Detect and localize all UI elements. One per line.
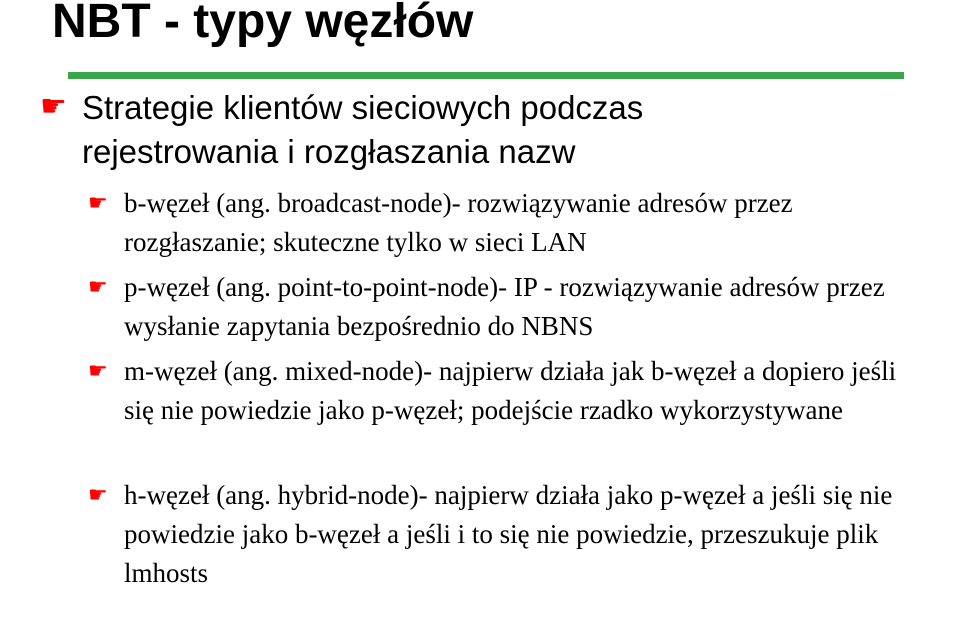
- sub-bullet-text: p-węzeł (ang. point-to-point-node)- IP - rozwiązywanie adresów przez wysłanie zapytania bezpośrednio do NBNS: [124, 272, 885, 341]
- pointing-hand-icon: ☛: [88, 359, 108, 384]
- sub-bullet-p-node: [88, 268, 908, 346]
- pointing-hand-icon: ☛: [88, 191, 108, 216]
- slide-title: NBT - typy węzłów: [52, 0, 474, 48]
- pointing-hand-icon: ☛: [88, 275, 108, 300]
- sub-bullet-text: m-węzeł (ang. mixed-node)- najpierw działa jak b-węzeł a dopiero jeśli się nie powiedzie jako p-węzeł; podejście rzadko wykorzystywane: [124, 356, 897, 425]
- sub-bullet-m-node: [88, 352, 908, 430]
- pointing-hand-icon: ☛: [88, 483, 108, 508]
- title-underline: [68, 72, 904, 79]
- sub-bullet-h-node: [88, 476, 908, 593]
- main-bullet-text: Strategie klientów sieciowych podczas rejestrowania i rozgłaszania nazw: [82, 89, 644, 170]
- main-bullet: [40, 86, 740, 174]
- sub-bullet-b-node: [88, 184, 908, 262]
- pointing-hand-icon: ☛: [40, 89, 67, 124]
- sub-bullet-text: b-węzeł (ang. broadcast-node)- rozwiązywanie adresów przez rozgłaszanie; skuteczne tylko w sieci LAN: [124, 188, 793, 257]
- sub-bullet-text: h-węzeł (ang. hybrid-node)- najpierw działa jako p-węzeł a jeśli się nie powiedzie jako b-węzeł a jeśli i to się nie powiedzie, przeszukuje plik lmhosts: [124, 480, 893, 588]
